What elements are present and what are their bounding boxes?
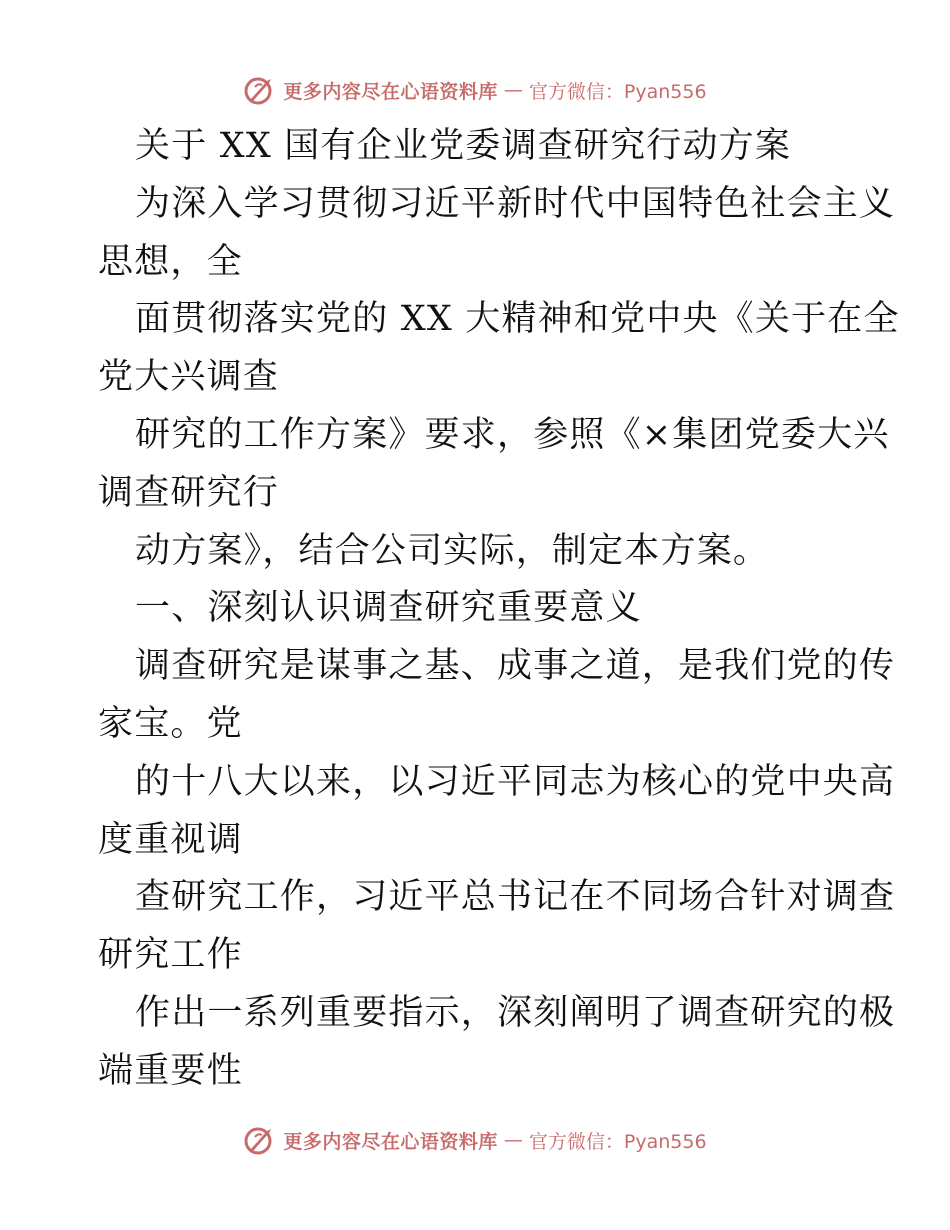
text-line: 的十八大以来，以习近平同志为核心的党中央高 [135, 761, 896, 802]
text-line: 研究工作 [98, 935, 243, 976]
text-line: 一、深刻认识调查研究重要意义 [135, 588, 642, 629]
header-watermark [0, 70, 950, 110]
text-line: 调查研究行 [98, 472, 280, 513]
watermark-dash: — [503, 1129, 523, 1151]
pen-logo-icon [243, 73, 277, 107]
text-line: 为深入学习贯彻习近平新时代中国特色社会主义 [135, 183, 896, 224]
pen-logo-icon [243, 1123, 277, 1157]
watermark-contact: 官方微信：Pyan556 [528, 80, 707, 103]
text-line: 作出一系列重要指示，深刻阐明了调查研究的极 [135, 992, 896, 1033]
watermark-dash: — [503, 79, 523, 101]
text-line: 关于 XX 国有企业党委调查研究行动方案 [135, 126, 792, 166]
text-line: 动方案》，结合公司实际，制定本方案。 [135, 530, 770, 571]
text-line: 调查研究是谋事之基、成事之道，是我们党的传 [135, 646, 896, 687]
watermark-contact: 官方微信：Pyan556 [528, 1130, 707, 1153]
footer-watermark [0, 1120, 950, 1160]
text-line: 研究的工作方案》要求，参照《×集团党委大兴 [135, 414, 890, 455]
text-line: 思想，全 [98, 241, 243, 282]
watermark-title: 更多内容尽在心语资料库 [283, 80, 498, 103]
text-line: 查研究工作，习近平总书记在不同场合针对调查 [135, 877, 896, 918]
document-body [98, 118, 900, 1101]
text-line: 家宝。党 [98, 703, 243, 744]
text-line: 面贯彻落实党的 XX 大精神和党中央《关于在全 [135, 299, 900, 340]
watermark-title: 更多内容尽在心语资料库 [283, 1130, 498, 1153]
text-line: 度重视调 [98, 819, 243, 860]
text-line: 党大兴调查 [98, 357, 280, 398]
text-line: 端重要性 [98, 1050, 243, 1091]
